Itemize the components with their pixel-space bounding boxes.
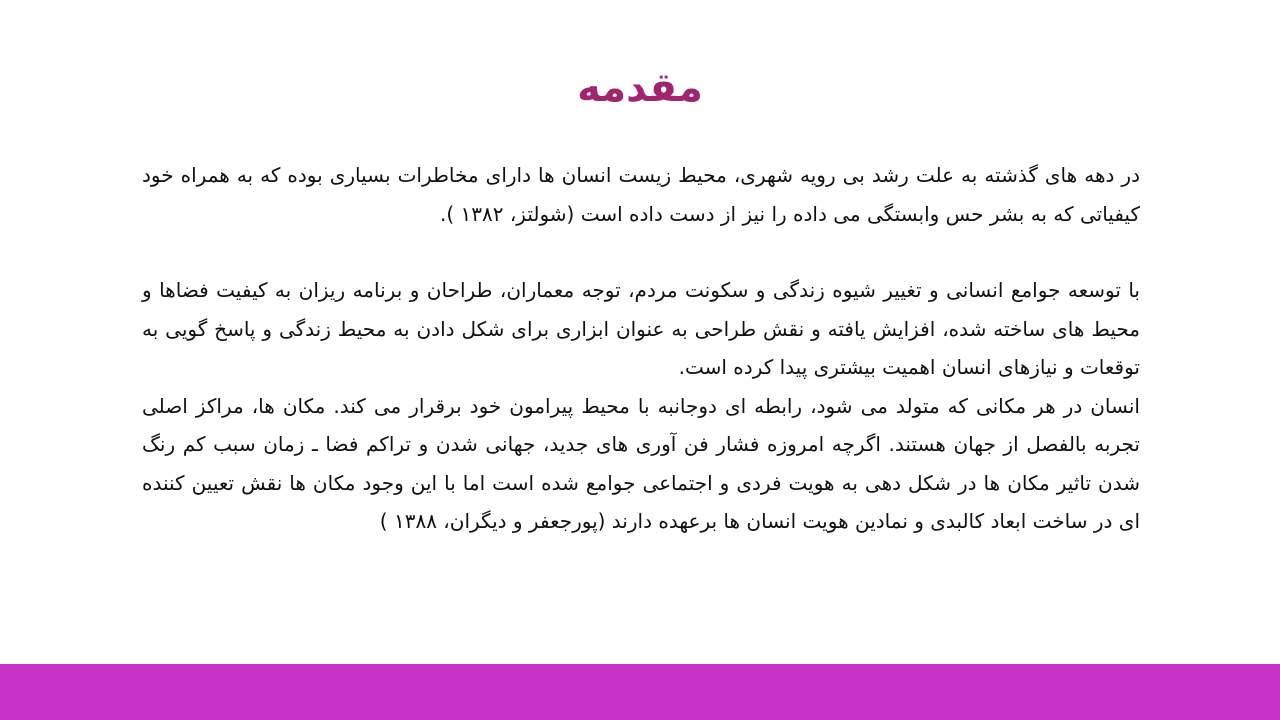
paragraph-intro: در دهه های گذشته به علت رشد بی رویه شهری، محیط زیست انسان ها دارای مخاطرات بسیاری بوده که به همراه خود کیفیاتی که به بشر حس وابستگی می داده را نیز از دست داده است (شولتز، ۱۳۸۲ ). xyxy=(142,163,1140,226)
footer-band xyxy=(0,664,1280,720)
slide-title: مقدمه xyxy=(577,65,703,111)
paragraph-design: با توسعه جوامع انسانی و تغییر شیوه زندگی و سکونت مردم، توجه معماران، طراحان و برنامه ریزان به کیفیت فضاها و محیط های ساخته شده، افزایش یافته و نقش طراحی به عنوان ابزاری برای شکل دادن به محیط زندگی و پاسخ گویی به توقعات و نیازهای انسان اهمیت بیشتری پیدا کرده است. xyxy=(142,278,1140,379)
slide-body xyxy=(142,156,1140,541)
paragraph-place-identity: انسان در هر مکانی که متولد می شود، رابطه ای دوجانبه با محیط پیرامون خود برقرار می کند. مکان ها، مراکز اصلی تجربه بالفصل از جهان هستند. اگرچه امروزه فشار فن آوری های جدید، جهانی شدن و تراکم فضا ـ زمان سبب کم رنگ شدن تاثیر مکان ها در شکل دهی به هویت فردی و اجتماعی جوامع شده است اما با این وجود مکان ها نقش تعیین کننده ای در ساخت ابعاد کالبدی و نمادین هویت انسان ها برعهده دارند (پورجعفر و دیگران، ۱۳۸۸ ) xyxy=(142,393,1140,533)
